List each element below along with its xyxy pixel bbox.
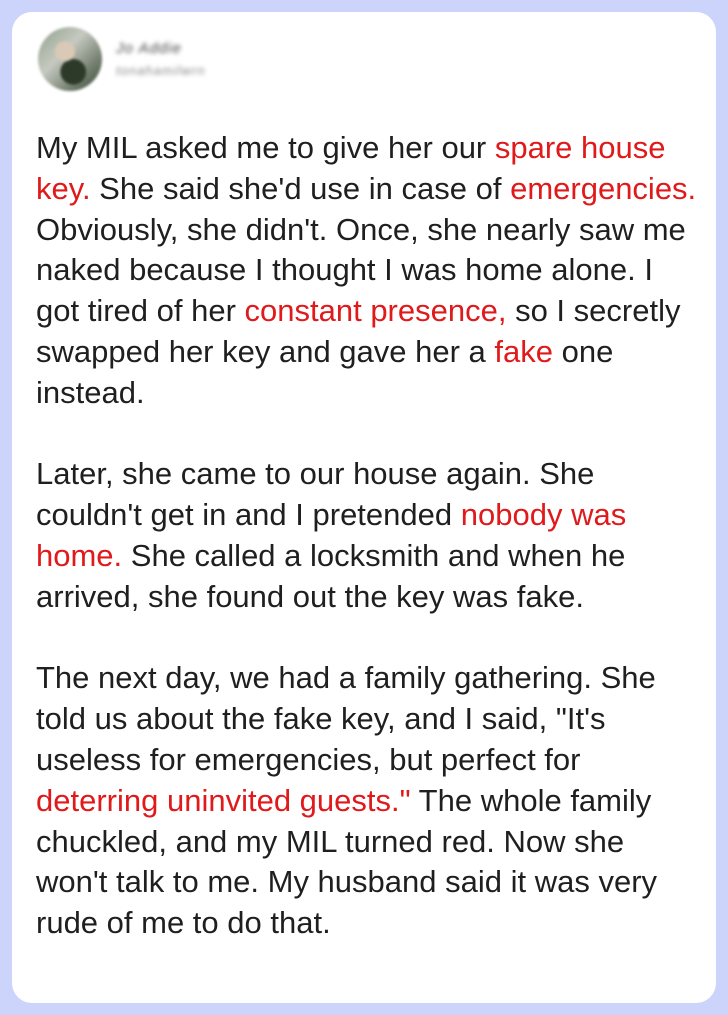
story-text [36,128,700,944]
story-segment: one instead. [36,333,614,410]
story-paragraph [36,658,700,944]
story-segment: The whole family chuckled, and my MIL turned red. Now she won't talk to me. My husband said it was very rude of me to do that. [36,782,658,941]
story-paragraph [36,128,700,414]
story-segment: The next day, we had a family gathering. She told us about the fake key, and I said, "It's useless for emergencies, but perfect for [36,660,656,777]
story-segment: so I secretly swapped her key and gave her a [36,293,681,369]
highlight-constant-presence: constant presence, [244,293,507,329]
post-card [12,12,716,1003]
story-segment: Later, she came to our house again. She couldn't get in and I pretended [36,456,595,533]
highlight-emergencies: emergencies. [510,170,697,206]
highlight-deterring-uninvited-guests: deterring uninvited guests." [36,782,411,818]
highlight-spare-house-key: spare house key. [36,130,666,206]
highlight-fake: fake [494,333,554,369]
author-name[interactable]: Jo Addie [116,40,182,57]
story-segment: Obviously, she didn't. Once, she nearly saw me naked because I thought I was home alone. I got tired of her [36,211,686,329]
story-paragraph [36,454,700,617]
author-handle: tonahamilwrn [116,63,206,78]
story-segment: My MIL asked me to give her our [36,130,495,165]
avatar[interactable] [38,27,102,91]
author-meta [116,40,205,78]
highlight-nobody-was-home: nobody was home. [36,497,627,573]
post-header [38,26,205,92]
story-segment: She said she'd use in case of [90,170,511,206]
story-segment: She called a locksmith and when he arrived, she found out the key was fake. [36,537,626,614]
